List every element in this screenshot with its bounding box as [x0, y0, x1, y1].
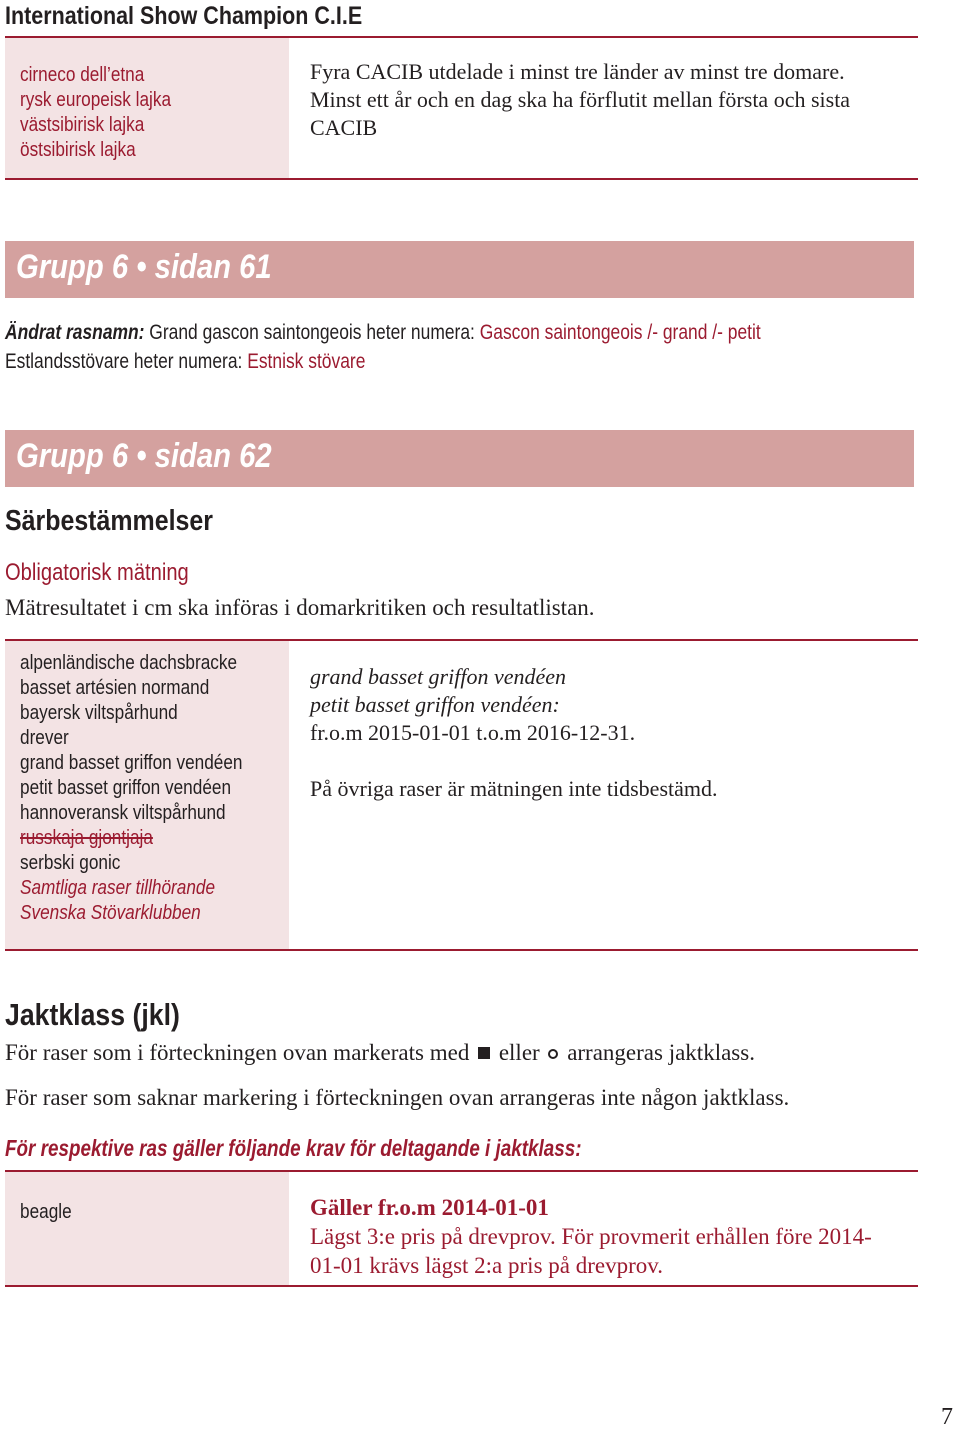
rule-breed-line: grand basset griffon vendéen — [310, 664, 567, 689]
list-item: drever — [20, 727, 69, 749]
jaktklass-text: arrangeras jaktklass. — [567, 1040, 755, 1065]
renamed-label: Ändrat rasnamn: — [5, 321, 145, 344]
list-item: grand basset griffon vendéen — [20, 752, 243, 774]
measurement-intro: Mätresultatet i cm ska införas i domarkritiken och resultatlistan. — [5, 595, 595, 620]
cacib-breed-list — [20, 63, 171, 163]
old-name: Grand gascon saintongeois heter numera: — [144, 321, 480, 344]
list-item: cirneco dell’etna — [20, 64, 145, 86]
list-item: rysk europeisk lajka — [20, 89, 172, 111]
divider — [5, 1285, 918, 1287]
jaktklass-requirement: För respektive ras gäller följande krav för deltagande i jaktklass: — [5, 1135, 582, 1161]
section-heading: Särbestämmelser — [5, 505, 213, 537]
jaktklass-text: eller — [498, 1040, 540, 1065]
section-title-61: Grupp 6 • sidan 61 — [16, 248, 272, 286]
section-subheading: Obligatorisk mätning — [5, 559, 189, 586]
rule-text-line: 01-01 krävs lägst 2:a pris på drevprov. — [310, 1253, 664, 1278]
jaktklass-breed — [20, 1200, 72, 1225]
measurement-rules — [310, 663, 718, 803]
divider — [5, 178, 918, 180]
new-name: Gascon saintongeois /- grand /- petit — [479, 321, 761, 344]
cacib-text — [310, 58, 850, 142]
list-item: alpenländische dachsbracke — [20, 652, 238, 674]
renamed-line-2 — [5, 347, 761, 376]
old-name: Estlandsstövare heter numera: — [5, 350, 248, 373]
list-item: bayersk viltspårhund — [20, 702, 178, 724]
list-item: hannoveransk viltspårhund — [20, 802, 226, 824]
jaktklass-line-1 — [5, 1040, 755, 1066]
rule-breed-line: petit basset griffon vendéen: — [310, 692, 560, 717]
list-item: östsibirisk lajka — [20, 139, 136, 161]
jaktklass-breed-cell — [5, 1172, 289, 1285]
page-title: International Show Champion C.I.E — [5, 2, 363, 30]
list-note: Samtliga raser tillhörande — [20, 877, 216, 899]
list-item-struck: russkaja gjontjaja — [20, 827, 153, 849]
jaktklass-line-2: För raser som saknar markering i förteckningen ovan arrangeras inte någon jaktklass. — [5, 1085, 790, 1110]
new-name: Estnisk stövare — [247, 350, 366, 373]
cacib-text-line: Minst ett år och en dag ska ha förflutit mellan första och sista — [310, 87, 851, 112]
open-circle-icon — [548, 1049, 558, 1059]
jaktklass-rule — [310, 1193, 872, 1280]
measurement-breed-list — [20, 651, 242, 926]
cacib-text-line: Fyra CACIB utdelade i minst tre länder av minst tre domare. — [310, 59, 845, 84]
filled-square-icon — [478, 1047, 490, 1059]
jaktklass-text: För raser som i förteckningen ovan markerats med — [5, 1040, 470, 1065]
list-note: Svenska Stövarklubben — [20, 902, 201, 924]
rule-text-line: Lägst 3:e pris på drevprov. För provmerit erhållen före 2014- — [310, 1224, 872, 1249]
rule-other: På övriga raser är mätningen inte tidsbestämd. — [310, 776, 718, 801]
list-item: beagle — [20, 1201, 72, 1223]
list-item: petit basset griffon vendéen — [20, 777, 232, 799]
list-item: västsibirisk lajka — [20, 114, 145, 136]
divider — [5, 949, 918, 951]
jaktklass-heading: Jaktklass (jkl) — [5, 997, 180, 1032]
valid-from: Gäller fr.o.m 2014-01-01 — [310, 1195, 549, 1220]
section-title-62: Grupp 6 • sidan 62 — [16, 437, 272, 475]
renamed-line-1 — [5, 318, 761, 347]
page-number: 7 — [941, 1404, 953, 1430]
cacib-text-line: CACIB — [310, 115, 378, 140]
list-item: basset artésien normand — [20, 677, 210, 699]
list-item: serbski gonic — [20, 852, 121, 874]
renamed-breeds — [5, 318, 761, 376]
rule-dates: fr.o.m 2015-01-01 t.o.m 2016-12-31. — [310, 720, 636, 745]
